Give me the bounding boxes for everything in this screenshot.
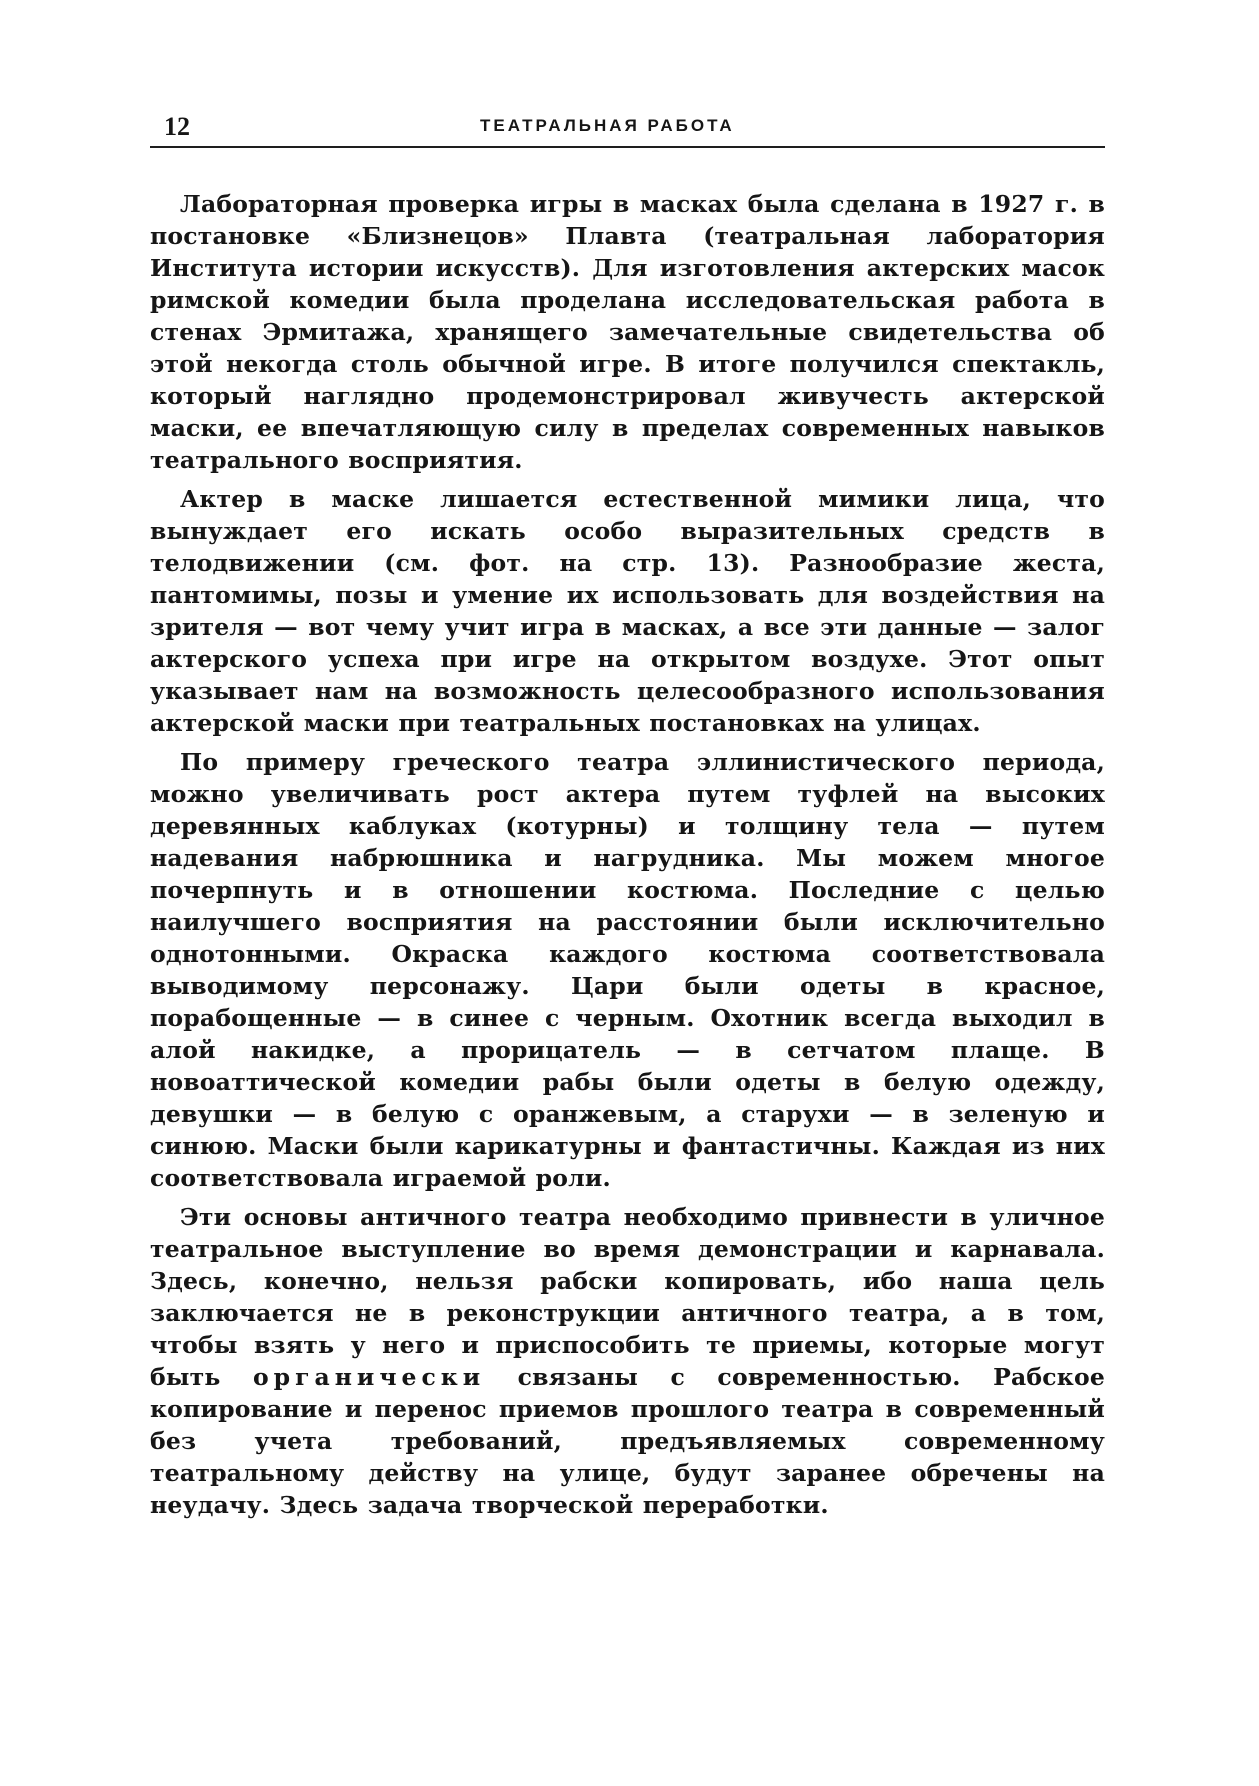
paragraph-4-text-before: Эти основы античного театра необходимо привнести в уличное театральное выступление во время демонстрации и карнавала. Здесь, конечно, нельзя рабски копировать, ибо наша цель заключается не в реконструкции античного театра, а в том, чтобы взять у него и приспособить те приемы, которые могут быть bbox=[150, 1203, 1105, 1391]
paragraph-3: По примеру греческого театра эллинистического периода, можно увеличивать рост актера путем туфлей на высоких деревянных каблуках (котурны) и толщину тела — путем надевания набрюшника и нагрудника. Мы можем многое почерпнуть и в отношении костюма. Последние с целью наилучшего восприятия на расстоянии были исключительно однотонными. Окраска каждого костюма соответствовала выводимому персонажу. Цари были одеты в красное, порабощенные — в синее с черным. Охотник всегда выходил в алой накидке, а прорицатель — в сетчатом плаще. В новоаттической комедии рабы были одеты в белую одежду, девушки — в белую с оранжевым, а старухи — в зеленую и синюю. Маски были карикатурны и фантастичны. Каждая из них соответствовала играемой роли. bbox=[150, 748, 1105, 1192]
paragraph-2: Актер в маске лишается естественной мимики лица, что вынуждает его искать особо выразительных средств в телодвижении (см. фот. на стр. 13). Разнообразие жеста, пантомимы, позы и умение их использовать для воздействия на зрителя — вот чему учит игра в масках, а все эти данные — залог актерского успеха при игре на открытом воздухе. Этот опыт указывает нам на возможность целесообразного использования актерской маски при театральных постановках на улицах. bbox=[150, 485, 1105, 737]
paragraph-1: Лабораторная проверка игры в масках была сделана в 1927 г. в постановке «Близнецов» Плавта (театральная лаборатория Института истории искусств). Для изготовления актерских масок римской комедии была проделана исследовательская работа в стенах Эрмитажа, хранящего замечательные свидетельства об этой некогда столь обычной игре. В итоге получился спектакль, который наглядно продемонстрировал живучесть актерской маски, ее впечатляющую силу в пределах современных навыков театрального восприятия. bbox=[150, 190, 1105, 474]
running-head bbox=[150, 108, 1105, 144]
header-rule bbox=[150, 146, 1105, 148]
paragraph-4 bbox=[150, 1201, 1105, 1521]
text-body bbox=[150, 188, 1105, 1528]
page-number: 12 bbox=[164, 112, 190, 141]
paragraph-4-spaced-emphasis: органически bbox=[252, 1363, 486, 1391]
running-title: ТЕАТРАЛЬНАЯ РАБОТА bbox=[480, 116, 735, 135]
paragraph-4-text-after: связаны с современностью. Рабское копирование и перенос приемов прошлого театра в современный без учета требований, предъявляемых современному театральному действу на улице, будут заранее обречены на неудачу. Здесь задача творческой переработки. bbox=[150, 1363, 1105, 1519]
